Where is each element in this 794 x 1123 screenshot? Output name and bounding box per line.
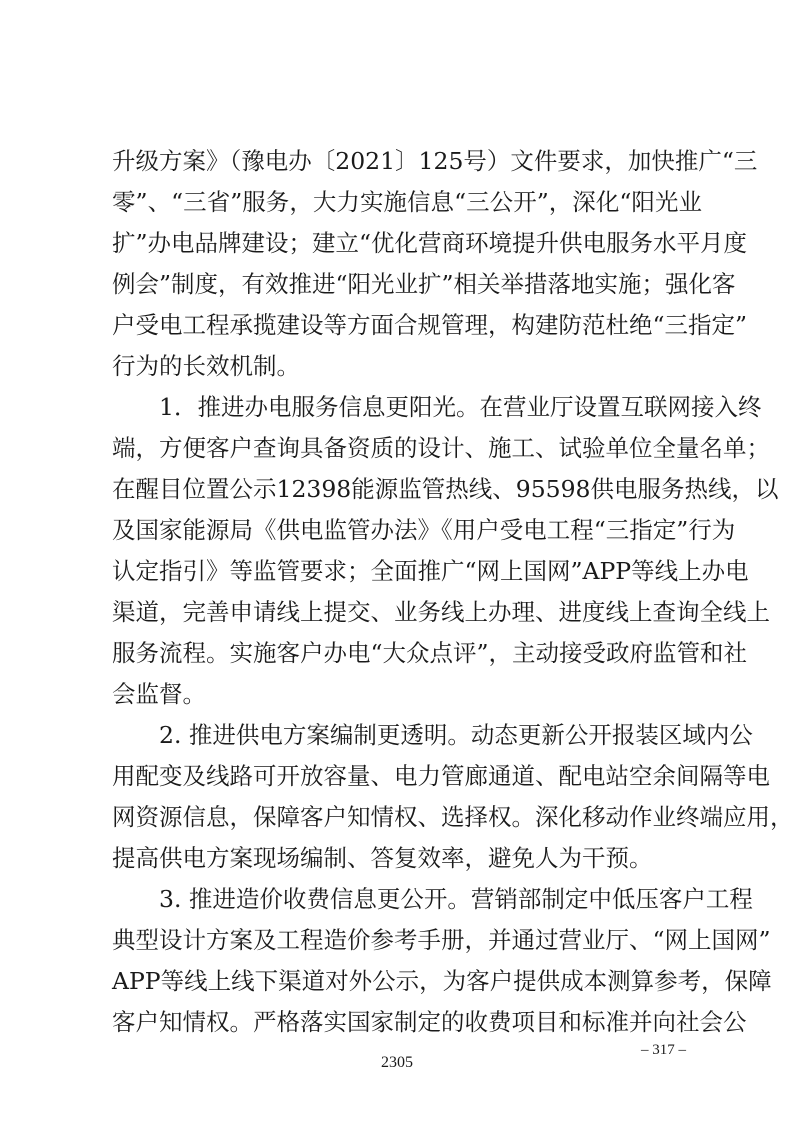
text-line: 提高供电方案现场编制、答复效率，避免人为干预。: [112, 844, 653, 872]
text-line: APP等线上线下渠道对外公示，为客户提供成本测算参考，保障: [112, 967, 772, 995]
page-number: – 317 –: [641, 1042, 686, 1058]
body-text: [112, 141, 794, 1043]
text-line: 2. 推进供电方案编制更透明。动态更新公开报装区域内公: [112, 721, 753, 749]
text-line: 用配变及线路可开放容量、电力管廊通道、配电站空余间隔等电: [112, 762, 770, 790]
text-line: 户受电工程承揽建设等方面合规管理，构建防范杜绝“三指定”: [112, 311, 748, 339]
text-line: 扩”办电品牌建设；建立“优化营商环境提升供电服务水平月度: [112, 229, 748, 257]
text-line: 客户知情权。严格落实国家制定的收费项目和标准并向社会公: [112, 1008, 747, 1036]
text-line: 3. 推进造价收费信息更公开。营销部制定中低压客户工程: [112, 885, 753, 913]
text-line: 服务流程。实施客户办电“大众点评”，主动接受政府监管和社: [112, 639, 748, 667]
text-line: 渠道，完善申请线上提交、业务线上办理、进度线上查询全线上: [112, 598, 770, 626]
paragraph-2: [112, 387, 779, 715]
text-line: 认定指引》等监管要求；全面推广“网上国网”APP等线上办电: [112, 557, 749, 585]
text-line: 升级方案》（豫电办〔2021〕125号）文件要求，加快推广“三: [112, 147, 758, 175]
text-line: 在醒目位置公示12398能源监管热线、95598供电服务热线，以: [112, 475, 779, 503]
paragraph-3: [112, 715, 794, 879]
text-line: 端，方便客户查询具备资质的设计、施工、试验单位全量名单；: [112, 434, 770, 462]
text-line: 会监督。: [112, 680, 206, 708]
text-line: 典型设计方案及工程造价参考手册，并通过营业厅、“网上国网”: [112, 926, 771, 954]
doc-number: 2305: [381, 1054, 413, 1071]
paragraph-4: [112, 879, 772, 1043]
text-line: 行为的长效机制。: [112, 352, 300, 380]
text-line: 及国家能源局《供电监管办法》《用户受电工程“三指定”行为: [112, 516, 736, 544]
text-line: 例会”制度，有效推进“阳光业扩”相关举措落地实施；强化客: [112, 270, 736, 298]
text-line: 网资源信息，保障客户知情权、选择权。深化移动作业终端应用，: [112, 803, 794, 831]
text-line: 1．推进办电服务信息更阳光。在营业厅设置互联网接入终: [112, 393, 762, 421]
paragraph-1: [112, 141, 758, 387]
text-line: 零”、“三省”服务，大力实施信息“三公开”，深化“阳光业: [112, 188, 702, 216]
